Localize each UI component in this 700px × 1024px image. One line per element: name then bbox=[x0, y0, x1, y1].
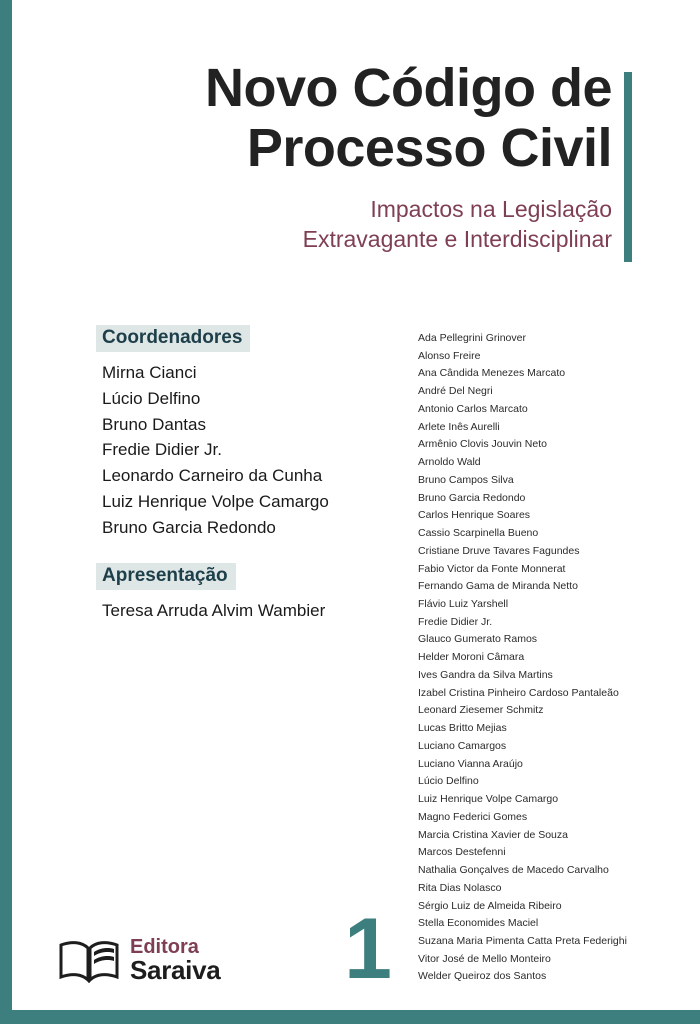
list-item: Ives Gandra da Silva Martins bbox=[418, 668, 553, 681]
list-item: Leonardo Carneiro da Cunha bbox=[102, 466, 323, 486]
list-item: Antonio Carlos Marcato bbox=[418, 402, 528, 415]
list-item: Mirna Cianci bbox=[102, 363, 197, 382]
list-item: Helder Moroni Câmara bbox=[418, 651, 525, 664]
list-item: Bruno Campos Silva bbox=[418, 473, 514, 486]
list-item: Cassio Scarpinella Bueno bbox=[418, 527, 539, 540]
volume-number: 1 bbox=[344, 901, 392, 997]
publisher-saraiva-label: Saraiva bbox=[130, 955, 221, 986]
list-item: André Del Negri bbox=[418, 385, 493, 398]
presentation-label: Apresentação bbox=[96, 563, 236, 590]
page-title-line-1: Novo Código de bbox=[205, 58, 612, 118]
list-item: Luiz Henrique Volpe Camargo bbox=[418, 793, 559, 806]
list-item: Luciano Camargos bbox=[418, 739, 507, 752]
list-item: Alonso Freire bbox=[418, 349, 481, 362]
list-item: Arlete Inês Aurelli bbox=[418, 420, 500, 433]
list-item: Lúcio Delfino bbox=[102, 388, 201, 408]
list-item: Leonard Ziesemer Schmitz bbox=[418, 704, 544, 717]
list-item: Stella Economides Maciel bbox=[418, 917, 539, 930]
authors-column bbox=[418, 330, 668, 986]
list-item: Fredie Didier Jr. bbox=[102, 440, 222, 460]
open-book-icon bbox=[58, 939, 120, 983]
title-block bbox=[60, 58, 612, 255]
list-item: Carlos Henrique Soares bbox=[418, 509, 531, 522]
coordinators-list bbox=[96, 360, 396, 541]
subtitle bbox=[60, 195, 612, 255]
publisher-logo bbox=[58, 937, 220, 984]
presentation-list bbox=[96, 598, 396, 624]
list-item: Lúcio Delfino bbox=[418, 775, 479, 788]
list-item: Magno Federici Gomes bbox=[418, 810, 528, 823]
list-item: Nathalia Gonçalves de Macedo Carvalho bbox=[418, 864, 609, 877]
list-item: Fredie Didier Jr. bbox=[418, 615, 493, 628]
list-item: Arnoldo Wald bbox=[418, 456, 481, 469]
left-accent-bar bbox=[0, 0, 12, 1024]
list-item: Glauco Gumerato Ramos bbox=[418, 633, 538, 646]
list-item: Flávio Luiz Yarshell bbox=[418, 598, 509, 611]
list-item: Bruno Garcia Redondo bbox=[102, 517, 276, 537]
list-item: Izabel Cristina Pinheiro Cardoso Pantaleão bbox=[418, 686, 619, 699]
authors-list bbox=[418, 330, 668, 986]
coordinators-label: Coordenadores bbox=[96, 325, 250, 352]
list-item: Sérgio Luiz de Almeida Ribeiro bbox=[418, 899, 562, 912]
list-item: Armênio Clovis Jouvin Neto bbox=[418, 438, 547, 451]
presentation-block bbox=[96, 563, 396, 624]
list-item: Bruno Garcia Redondo bbox=[418, 491, 526, 504]
list-item: Cristiane Druve Tavares Fagundes bbox=[418, 544, 580, 557]
credits-column bbox=[96, 325, 396, 624]
list-item: Ana Cândida Menezes Marcato bbox=[418, 367, 566, 380]
list-item: Luiz Henrique Volpe Camargo bbox=[102, 492, 329, 512]
list-item: Fernando Gama de Miranda Netto bbox=[418, 580, 578, 593]
list-item: Marcia Cristina Xavier de Souza bbox=[418, 828, 568, 841]
list-item: Rita Dias Nolasco bbox=[418, 881, 502, 894]
publisher-name bbox=[130, 937, 220, 984]
list-item: Bruno Dantas bbox=[102, 414, 206, 434]
list-item: Marcos Destefenni bbox=[418, 846, 506, 859]
subtitle-line-2: Extravagante e Interdisciplinar bbox=[302, 225, 612, 252]
publisher-editora-label: Editora bbox=[130, 936, 199, 959]
list-item: Welder Queiroz dos Santos bbox=[418, 970, 547, 983]
title-accent-rule bbox=[624, 72, 632, 262]
list-item: Lucas Britto Mejias bbox=[418, 722, 507, 735]
bottom-accent-bar bbox=[0, 1010, 700, 1024]
page-title-line-2: Processo Civil bbox=[246, 118, 612, 179]
list-item: Luciano Vianna Araújo bbox=[418, 757, 523, 770]
subtitle-line-1: Impactos na Legislação bbox=[370, 195, 612, 222]
list-item: Teresa Arruda Alvim Wambier bbox=[102, 600, 326, 620]
list-item: Suzana Maria Pimenta Catta Preta Federighi bbox=[418, 934, 627, 947]
list-item: Vitor José de Mello Monteiro bbox=[418, 952, 551, 965]
list-item: Ada Pellegrini Grinover bbox=[418, 332, 526, 344]
list-item: Fabio Victor da Fonte Monnerat bbox=[418, 562, 566, 575]
